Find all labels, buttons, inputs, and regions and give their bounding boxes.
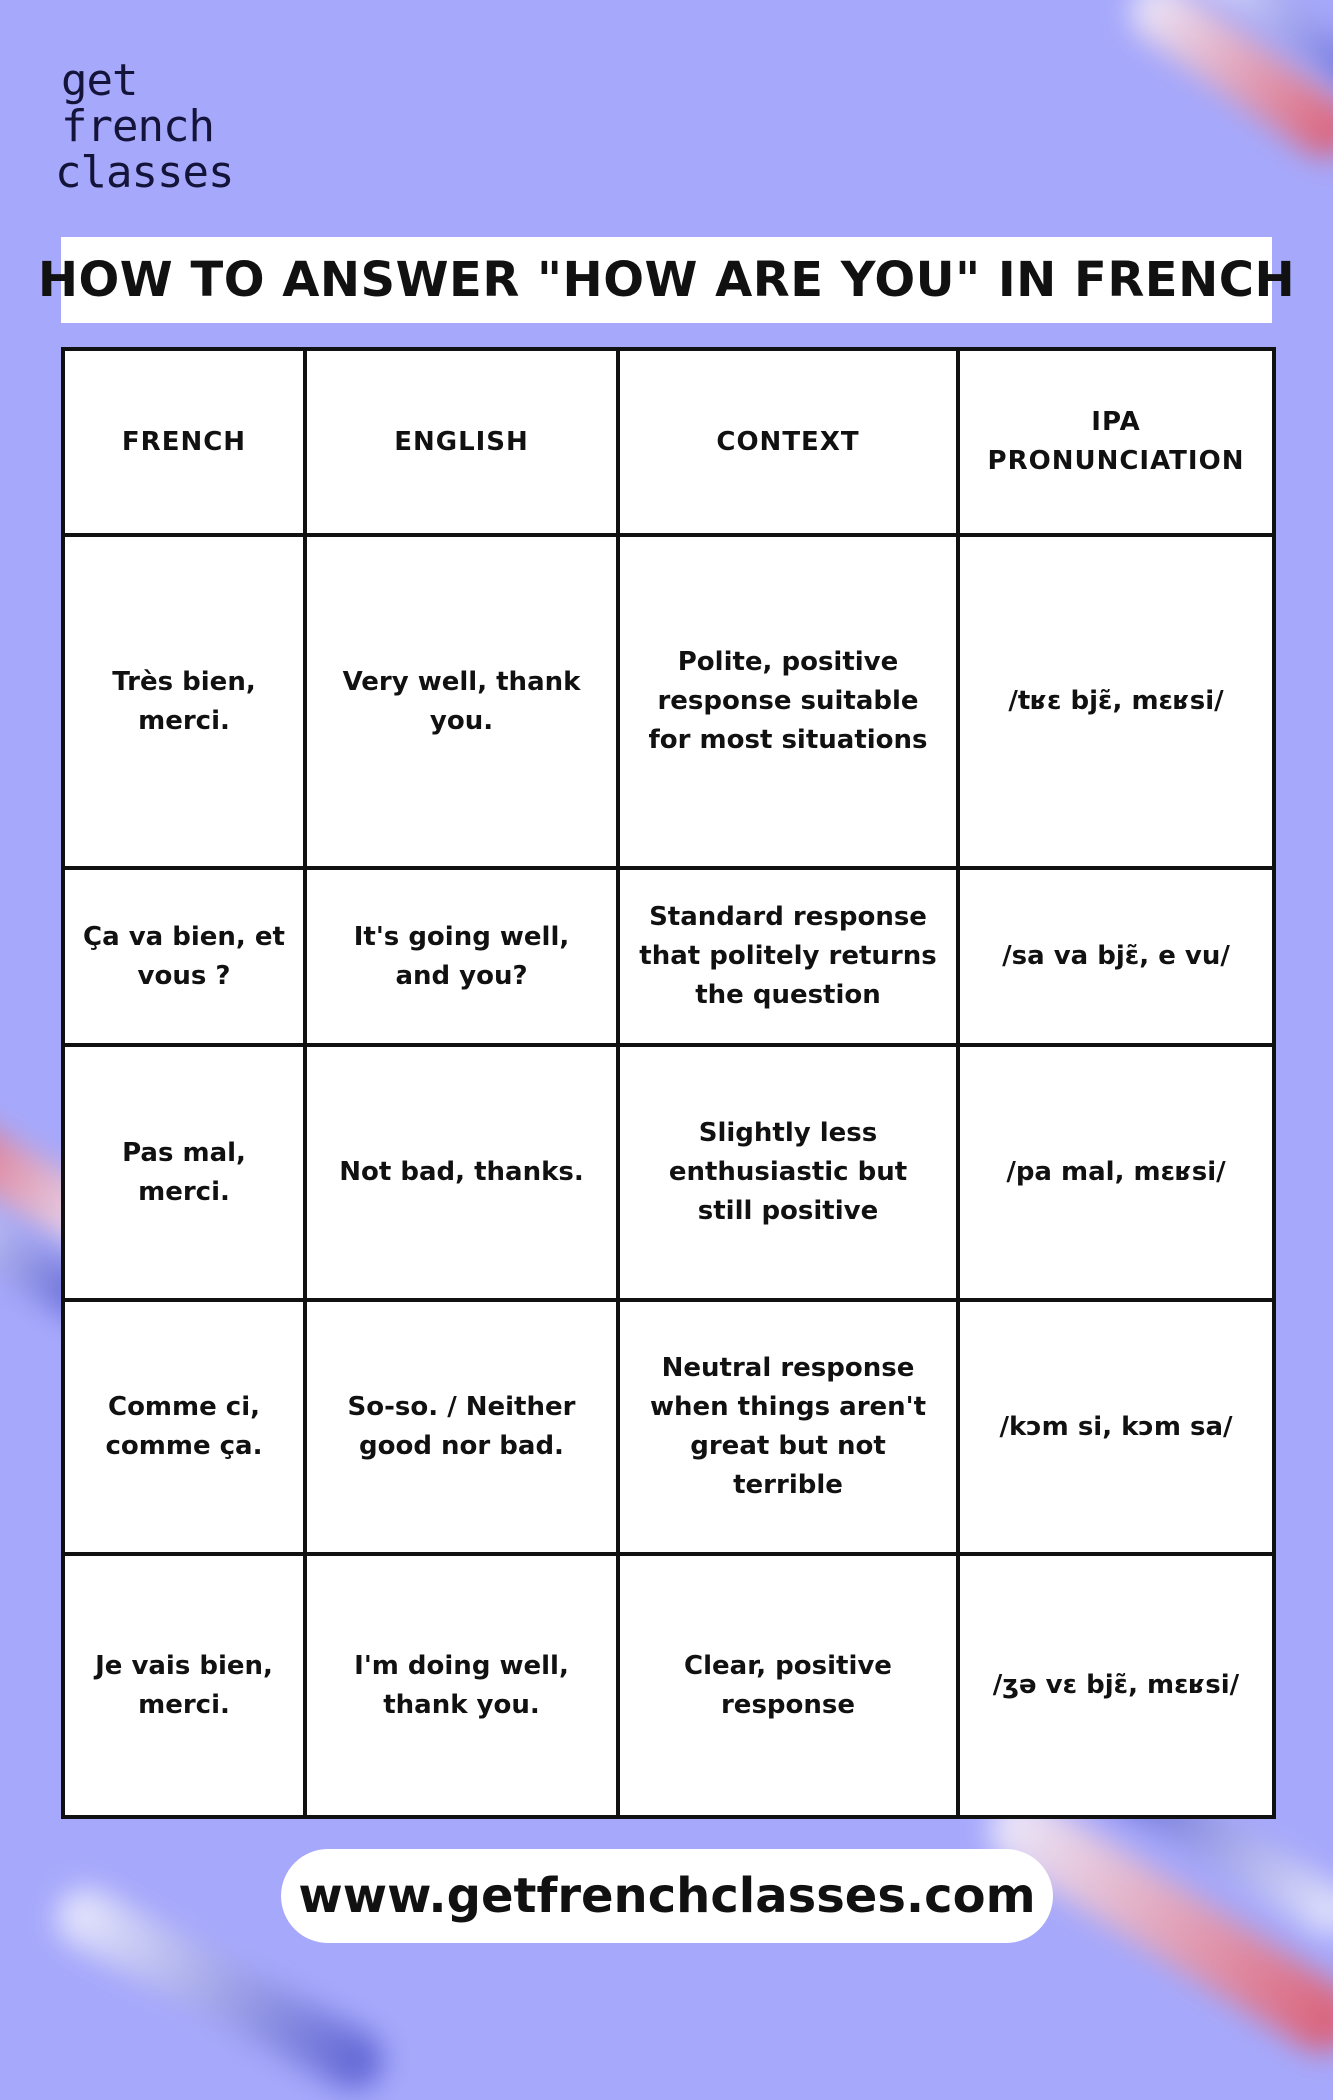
cell-ipa: /tʁɛ bjɛ̃, mɛʁsi/ [958,535,1274,868]
cell-ipa: /ʒə vɛ bjɛ̃, mɛʁsi/ [958,1554,1274,1817]
header-english: ENGLISH [305,349,618,535]
table-row [63,1554,1274,1817]
table-header-row [63,349,1274,535]
header-ipa: IPA PRONUNCIATION [958,349,1274,535]
logo-line-3: classes [55,147,234,198]
cell-english: It's going well, and you? [305,868,618,1045]
cell-french: Très bien, merci. [63,535,305,868]
logo-line-1: get [61,55,138,106]
cell-ipa: /pa mal, mɛʁsi/ [958,1045,1274,1300]
logo-line-2: french [61,101,214,152]
header-context: CONTEXT [618,349,958,535]
cell-context: Standard response that politely returns the question [618,868,958,1045]
cell-english: I'm doing well, thank you. [305,1554,618,1817]
table-row [63,1045,1274,1300]
cell-ipa: /sa va bjɛ̃, e vu/ [958,868,1274,1045]
table-row [63,1300,1274,1554]
page-title: HOW TO ANSWER "HOW ARE YOU" IN FRENCH [37,252,1296,308]
cell-french: Ça va bien, et vous ? [63,868,305,1045]
cell-context: Slightly less enthusiastic but still positive [618,1045,958,1300]
cell-context: Polite, positive response suitable for most situations [618,535,958,868]
brand-logo [55,55,234,198]
cell-context: Clear, positive response [618,1554,958,1817]
cell-french: Je vais bien, merci. [63,1554,305,1817]
cell-english: So-so. / Neither good nor bad. [305,1300,618,1554]
header-french: FRENCH [63,349,305,535]
cell-french: Comme ci, comme ça. [63,1300,305,1554]
title-banner [37,237,1296,323]
cell-french: Pas mal, merci. [63,1045,305,1300]
cell-english: Very well, thank you. [305,535,618,868]
cell-ipa: /kɔm si, kɔm sa/ [958,1300,1274,1554]
website-url[interactable]: www.getfrenchclasses.com [298,1868,1036,1924]
phrases-table [61,347,1276,1819]
cell-context: Neutral response when things aren't great but not terrible [618,1300,958,1554]
table-row [63,868,1274,1045]
table-row [63,535,1274,868]
website-link-pill[interactable] [281,1849,1053,1943]
cell-english: Not bad, thanks. [305,1045,618,1300]
